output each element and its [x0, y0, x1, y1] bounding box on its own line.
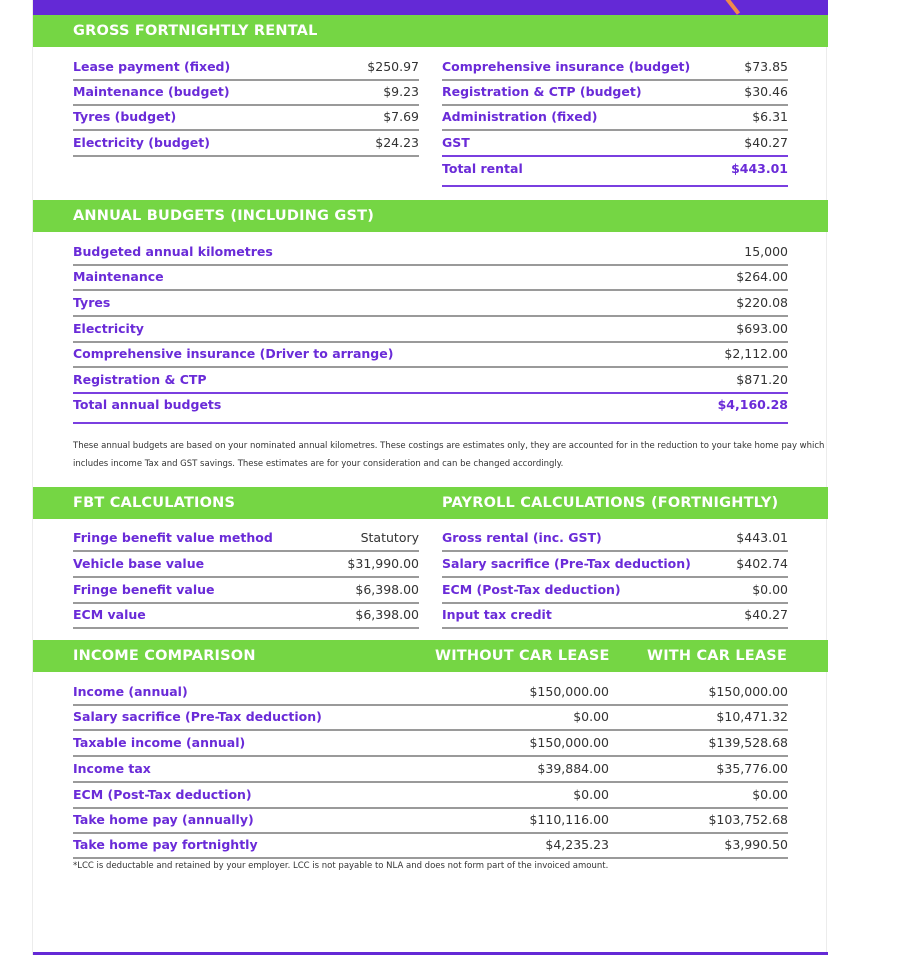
- total-row: Total annual budgets $4,160.28: [73, 393, 788, 424]
- table-row: Maintenance (budget) $9.23: [73, 80, 419, 106]
- section-title: GROSS FORTNIGHTLY RENTAL: [73, 23, 318, 39]
- lcc-footnote: *LCC is deductable and retained by your employer. LCC is not payable to NLA and does not form part of the invoiced amount.: [73, 861, 609, 871]
- column-header-without: WITHOUT CAR LEASE: [435, 648, 610, 664]
- quote-page: [32, 0, 827, 955]
- table-row: Take home pay fortnightly $4,235.23 $3,990.50: [73, 833, 788, 859]
- section-title-fbt: FBT CALCULATIONS: [73, 495, 236, 511]
- table-row: Input tax credit $40.27: [442, 603, 788, 629]
- header-band: [33, 0, 828, 15]
- table-row: Salary sacrifice (Pre-Tax deduction) $0.00 $10,471.32: [73, 705, 788, 731]
- section-fbt-payroll-header: [33, 487, 828, 519]
- table-row: Income (annual) $150,000.00 $150,000.00: [73, 680, 788, 706]
- table-row: Registration & CTP (budget) $30.46: [442, 80, 788, 106]
- column-header-with: WITH CAR LEASE: [647, 648, 788, 664]
- table-row: Salary sacrifice (Pre-Tax deduction) $402.74: [442, 552, 788, 578]
- section-gross-rental-header: [33, 15, 828, 47]
- table-row: Tyres $220.08: [73, 291, 788, 317]
- section-income-header: [33, 640, 828, 672]
- table-row: Maintenance $264.00: [73, 265, 788, 291]
- table-row: Vehicle base value $31,990.00: [73, 552, 419, 578]
- table-row: Income tax $39,884.00 $35,776.00: [73, 757, 788, 783]
- section-title: ANNUAL BUDGETS (INCLUDING GST): [73, 208, 375, 224]
- table-row: ECM value $6,398.00: [73, 603, 419, 629]
- table-row: Administration (fixed) $6.31: [442, 105, 788, 131]
- section-title-payroll: PAYROLL CALCULATIONS (FORTNIGHTLY): [442, 495, 779, 511]
- table-row: ECM (Post-Tax deduction) $0.00: [442, 578, 788, 604]
- table-row: Comprehensive insurance (Driver to arrange) $2,112.00: [73, 342, 788, 368]
- table-row: Budgeted annual kilometres 15,000: [73, 240, 788, 266]
- table-row: Fringe benefit value $6,398.00: [73, 578, 419, 604]
- table-row: Electricity (budget) $24.23: [73, 131, 419, 157]
- table-row: Take home pay (annually) $110,116.00 $103,752.68: [73, 808, 788, 834]
- table-row: Registration & CTP $871.20: [73, 368, 788, 394]
- table-row: Fringe benefit value method Statutory: [73, 526, 419, 552]
- decorative-stroke: [716, 0, 740, 15]
- section-title: INCOME COMPARISON: [73, 648, 256, 664]
- table-row: Tyres (budget) $7.69: [73, 105, 419, 131]
- table-row: Gross rental (inc. GST) $443.01: [442, 526, 788, 552]
- table-row: Taxable income (annual) $150,000.00 $139,528.68: [73, 731, 788, 757]
- table-row: ECM (Post-Tax deduction) $0.00 $0.00: [73, 783, 788, 809]
- table-row: Lease payment (fixed) $250.97: [73, 55, 419, 81]
- table-row: Comprehensive insurance (budget) $73.85: [442, 55, 788, 81]
- total-row: Total rental $443.01: [442, 157, 788, 187]
- section-annual-budgets-header: [33, 200, 828, 232]
- table-row: Electricity $693.00: [73, 317, 788, 343]
- budget-note: These annual budgets are based on your nominated annual kilometres. These costings are estimates only, they are accounted for in the reduction to your take home pay which includes income Tax and GST savings. These estimates are for your consideration and can be changed accordingly.: [73, 441, 825, 469]
- table-row: GST $40.27: [442, 131, 788, 157]
